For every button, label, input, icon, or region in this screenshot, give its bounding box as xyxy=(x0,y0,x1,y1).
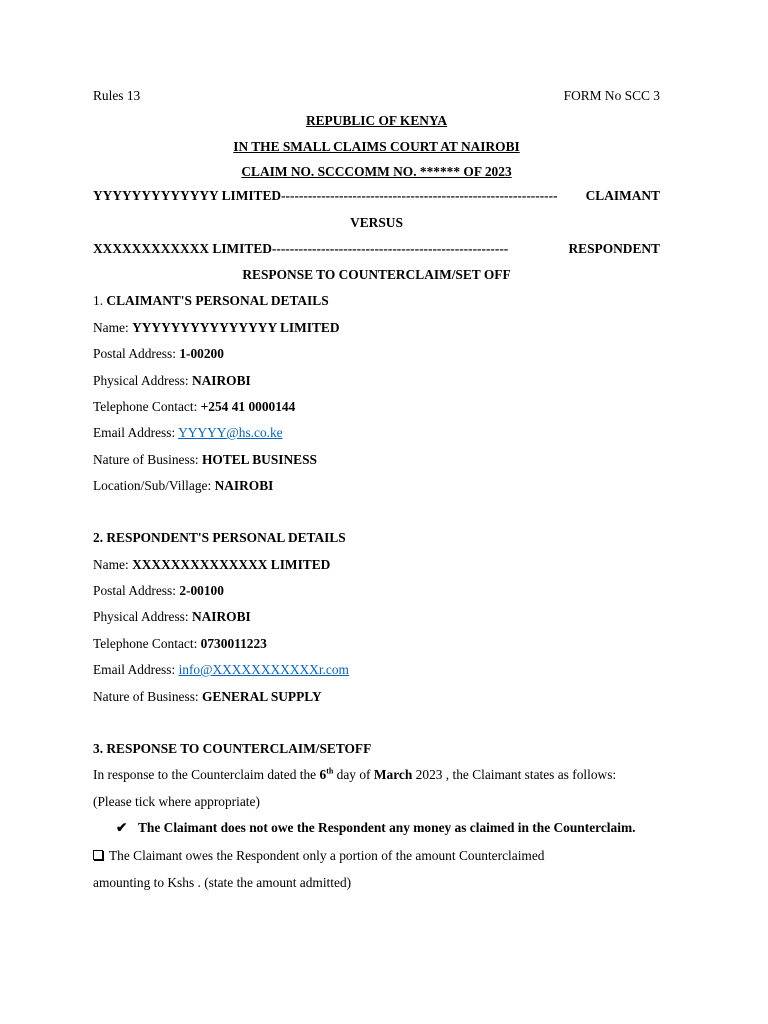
claimant-party-name: YYYYYYYYYYYYY LIMITED-------------------------------------------------------------- xyxy=(93,188,558,203)
intro-day: 6 xyxy=(319,767,327,782)
claimant-role: CLAIMANT xyxy=(582,186,660,206)
field-label: Nature of Business: xyxy=(93,452,199,467)
intro-text-a: In response to the Counterclaim dated the xyxy=(93,767,317,782)
section1-title: CLAIMANT'S PERSONAL DETAILS xyxy=(106,293,329,308)
claimant-name: YYYYYYYYYYYYYYY LIMITED xyxy=(132,320,340,335)
field-label: Postal Address: xyxy=(93,346,176,361)
claimant-phone-row xyxy=(93,397,660,417)
respondent-physical-row xyxy=(93,607,660,627)
option-partial-owed[interactable] xyxy=(93,846,660,866)
claimant-business: HOTEL BUSINESS xyxy=(201,452,317,467)
respondent-business-row xyxy=(93,687,660,707)
field-label: Physical Address: xyxy=(93,373,189,388)
section1-heading xyxy=(93,291,660,311)
versus-label: VERSUS xyxy=(350,215,403,230)
field-label: Telephone Contact: xyxy=(93,399,198,414)
respondent-phone-row xyxy=(93,634,660,654)
field-label: Email Address: xyxy=(93,425,176,440)
field-label: Nature of Business: xyxy=(93,689,199,704)
respondent-role: RESPONDENT xyxy=(568,239,660,259)
claimant-postal-row xyxy=(93,344,660,364)
option-not-owed[interactable] xyxy=(116,818,708,838)
claimant-physical-row xyxy=(93,371,660,391)
field-label: Name: xyxy=(93,320,129,335)
option-partial-owed-text: The Claimant owes the Respondent only a portion of the amount Counterclaimed xyxy=(109,848,545,863)
section2-heading: 2. RESPONDENT'S PERSONAL DETAILS xyxy=(93,530,346,545)
claimant-location: NAIROBI xyxy=(214,478,274,493)
court-heading: IN THE SMALL CLAIMS COURT AT NAIROBI xyxy=(233,139,520,154)
tick-instruction: (Please tick where appropriate) xyxy=(93,794,260,809)
option-not-owed-text: The Claimant does not owe the Respondent any money as claimed in the Counterclaim. xyxy=(138,820,636,835)
intro-day-suffix: th xyxy=(326,766,334,776)
claimant-email-row xyxy=(93,423,660,443)
claimant-email-link[interactable]: YYYYY@hs.co.ke xyxy=(178,425,283,440)
section1-number: 1. xyxy=(93,293,104,308)
checkbox-icon[interactable] xyxy=(93,850,103,860)
form-header-row xyxy=(93,86,660,106)
respondent-email-link[interactable]: info@XXXXXXXXXXXr.com xyxy=(178,662,349,677)
claimant-postal: 1-00200 xyxy=(179,346,224,361)
respondent-name: XXXXXXXXXXXXXX LIMITED xyxy=(132,557,331,572)
document-title: RESPONSE TO COUNTERCLAIM/SET OFF xyxy=(242,267,511,282)
claimant-business-row xyxy=(93,450,660,470)
section3-heading: 3. RESPONSE TO COUNTERCLAIM/SETOFF xyxy=(93,741,372,756)
respondent-party-line xyxy=(93,239,660,259)
claim-number: CLAIM NO. SCCCOMM NO. ****** OF 2023 xyxy=(241,164,512,179)
form-number: FORM No SCC 3 xyxy=(563,88,660,103)
respondent-postal: 2-00100 xyxy=(179,583,224,598)
intro-text-b: day of xyxy=(336,767,371,782)
claimant-party-line xyxy=(93,186,660,206)
claimant-location-row xyxy=(93,476,660,496)
claimant-physical: NAIROBI xyxy=(191,373,251,388)
respondent-phone: 0730011223 xyxy=(200,636,267,651)
intro-month: March xyxy=(373,767,413,782)
respondent-business: GENERAL SUPPLY xyxy=(201,689,322,704)
rules-label: Rules 13 xyxy=(93,88,141,103)
intro-text-c: 2023 , the Claimant states as follows: xyxy=(415,767,617,782)
claimant-phone: +254 41 0000144 xyxy=(200,399,296,414)
respondent-postal-row xyxy=(93,581,660,601)
field-label: Physical Address: xyxy=(93,609,189,624)
respondent-party-name: XXXXXXXXXXXX LIMITED----------------------------------------------------- xyxy=(93,241,509,256)
claimant-name-row xyxy=(93,318,660,338)
field-label: Telephone Contact: xyxy=(93,636,198,651)
field-label: Location/Sub/Village: xyxy=(93,478,212,493)
republic-heading: REPUBLIC OF KENYA xyxy=(305,113,448,128)
checkmark-icon: ✔ xyxy=(116,820,128,835)
field-label: Postal Address: xyxy=(93,583,176,598)
field-label: Name: xyxy=(93,557,129,572)
respondent-physical: NAIROBI xyxy=(191,609,251,624)
respondent-email-row xyxy=(93,660,660,680)
option-partial-owed-cont: amounting to Kshs . (state the amount admitted) xyxy=(93,875,352,890)
field-label: Email Address: xyxy=(93,662,176,677)
respondent-name-row xyxy=(93,555,660,575)
response-intro xyxy=(93,765,660,785)
